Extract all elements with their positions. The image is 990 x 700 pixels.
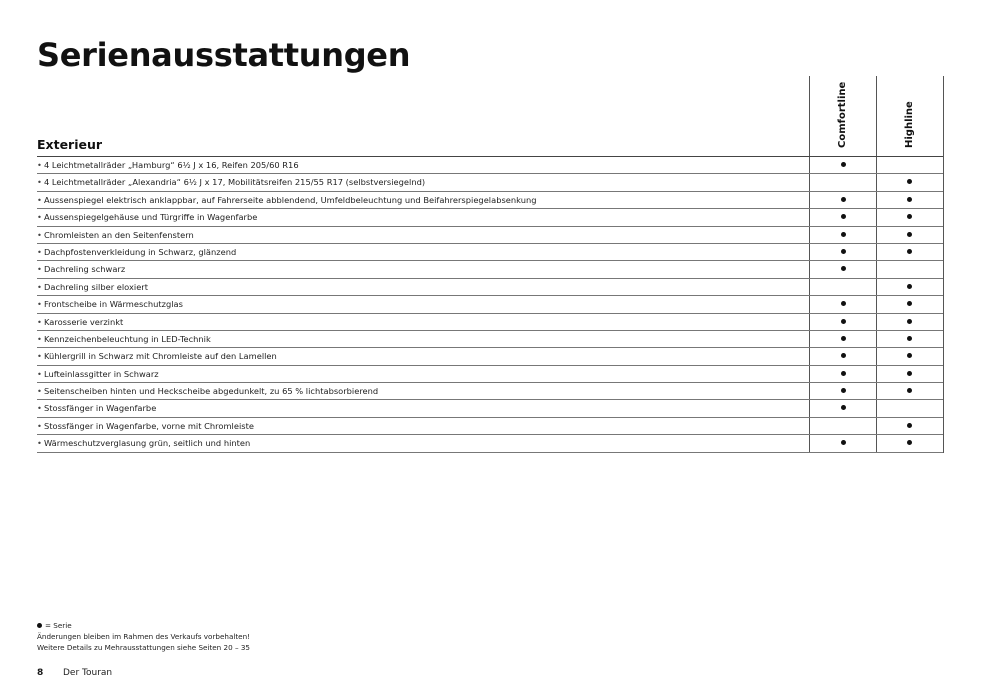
- row-text: Kennzeichenbeleuchtung in LED-Technik: [44, 333, 211, 344]
- row-label: [37, 177, 425, 187]
- row-text: Dachreling schwarz: [44, 264, 126, 275]
- table-row: [37, 296, 943, 313]
- row-text: 4 Leichtmetallräder „Hamburg“ 6½ J x 16, Reifen 205/60 R16: [44, 160, 299, 170]
- standard-dot-icon-comfortline: [841, 214, 846, 219]
- table-row: [37, 192, 943, 209]
- row-label: [37, 403, 156, 413]
- row-label: [37, 334, 211, 344]
- standard-dot-icon-comfortline: [841, 301, 846, 306]
- row-text: Chromleisten an den Seitenfenstern: [44, 229, 194, 240]
- standard-dot-icon-highline: [907, 249, 912, 254]
- row-label: [37, 421, 254, 431]
- table-row: [37, 244, 943, 261]
- list-bullet: •: [37, 229, 42, 240]
- list-bullet: •: [37, 316, 42, 327]
- standard-dot-icon-comfortline: [841, 353, 846, 358]
- list-bullet: •: [37, 333, 42, 344]
- standard-dot-icon-highline: [907, 197, 912, 202]
- list-bullet: •: [37, 420, 42, 431]
- row-text: Kühlergrill in Schwarz mit Chromleiste auf den Lamellen: [44, 351, 277, 362]
- table-row: [37, 209, 943, 226]
- row-text: Karosserie verzinkt: [44, 316, 124, 327]
- table-row: [37, 174, 943, 191]
- list-bullet: •: [37, 368, 42, 379]
- standard-dot-icon-highline: [907, 301, 912, 306]
- footnote-details: Weitere Details zu Mehrausstattungen siehe Seiten 20 – 35: [37, 643, 250, 652]
- standard-dot-icon-highline: [907, 179, 912, 184]
- standard-dot-icon-comfortline: [841, 232, 846, 237]
- footnote-legend: [37, 621, 72, 630]
- column-divider: [943, 76, 944, 453]
- footnote-changes: Änderungen bleiben im Rahmen des Verkaufs vorbehalten!: [37, 632, 251, 641]
- standard-dot-icon-comfortline: [841, 388, 846, 393]
- standard-dot-icon-comfortline: [841, 371, 846, 376]
- list-bullet: •: [37, 212, 42, 223]
- page-name: Der Touran: [63, 668, 113, 678]
- standard-dot-icon-highline: [907, 388, 912, 393]
- table-row: [37, 227, 943, 244]
- section-heading: Exterieur: [37, 137, 103, 152]
- row-label: [37, 230, 194, 240]
- row-label: [37, 212, 257, 222]
- list-bullet: •: [37, 177, 42, 188]
- row-label: [37, 317, 123, 327]
- row-text: Stossfänger in Wagenfarbe, vorne mit Chromleiste: [44, 420, 254, 431]
- column-header-comfortline: Comfortline: [837, 81, 848, 148]
- standard-dot-icon-highline: [907, 336, 912, 341]
- standard-dot-icon-comfortline: [841, 249, 846, 254]
- list-bullet: •: [37, 281, 42, 292]
- standard-dot-icon-comfortline: [841, 440, 846, 445]
- list-bullet: •: [37, 194, 42, 205]
- row-text: Seitenscheiben hinten und Heckscheibe abgedunkelt, zu 65 % lichtabsorbierend: [44, 386, 379, 397]
- standard-dot-icon-comfortline: [841, 405, 846, 410]
- table-row: [37, 418, 943, 435]
- standard-dot-icon-comfortline: [841, 319, 846, 324]
- row-label: [37, 386, 378, 396]
- column-header-highline: Highline: [904, 101, 915, 148]
- standard-dot-icon-comfortline: [841, 336, 846, 341]
- row-text: Wärmeschutzverglasung grün, seitlich und hinten: [44, 438, 251, 449]
- row-text: Aussenspiegel elektrisch anklappbar, auf Fahrerseite abblendend, Umfeldbeleuchtung und Beifahrerspiegelabsenkung: [44, 194, 537, 205]
- standard-dot-icon-highline: [907, 423, 912, 428]
- standard-dot-icon-highline: [907, 232, 912, 237]
- list-bullet: •: [37, 160, 42, 170]
- row-text: Dachreling silber eloxiert: [44, 281, 148, 292]
- row-label: [37, 160, 299, 170]
- row-text: Frontscheibe in Wärmeschutzglas: [44, 299, 183, 310]
- page-title: Serienausstattungen: [37, 36, 411, 74]
- row-label: [37, 282, 148, 292]
- row-text: 4 Leichtmetallräder „Alexandria“ 6½ J x 17, Mobilitätsreifen 215/55 R17 (selbstversiegelnd): [44, 177, 426, 188]
- table-row: [37, 366, 943, 383]
- row-text: Stossfänger in Wagenfarbe: [44, 403, 157, 414]
- row-label: [37, 247, 236, 257]
- table-row: [37, 348, 943, 365]
- standard-dot-icon-highline: [907, 284, 912, 289]
- row-text: Dachpfostenverkleidung in Schwarz, glänzend: [44, 246, 237, 257]
- standard-dot-icon-highline: [907, 353, 912, 358]
- equipment-table: [37, 157, 943, 453]
- legend-text: = Serie: [45, 621, 72, 630]
- row-label: [37, 369, 159, 379]
- standard-dot-icon-comfortline: [841, 266, 846, 271]
- list-bullet: •: [37, 403, 42, 414]
- row-label: [37, 351, 277, 361]
- table-row: [37, 383, 943, 400]
- row-label: [37, 438, 250, 448]
- standard-dot-icon-highline: [907, 214, 912, 219]
- row-text: Aussenspiegelgehäuse und Türgriffe in Wagenfarbe: [44, 212, 258, 223]
- list-bullet: •: [37, 438, 42, 449]
- list-bullet: •: [37, 351, 42, 362]
- row-text: Lufteinlassgitter in Schwarz: [44, 368, 159, 379]
- list-bullet: •: [37, 264, 42, 275]
- standard-dot-icon-highline: [907, 319, 912, 324]
- table-row: [37, 331, 943, 348]
- standard-dot-icon-highline: [907, 440, 912, 445]
- list-bullet: •: [37, 386, 42, 397]
- standard-dot-icon-comfortline: [841, 162, 846, 167]
- table-row: [37, 279, 943, 296]
- bullet-dot-icon: [37, 623, 42, 628]
- table-row: [37, 435, 943, 452]
- table-row: [37, 400, 943, 417]
- list-bullet: •: [37, 246, 42, 257]
- table-row: [37, 261, 943, 278]
- standard-dot-icon-comfortline: [841, 197, 846, 202]
- standard-dot-icon-highline: [907, 371, 912, 376]
- table-row: [37, 157, 943, 174]
- list-bullet: •: [37, 299, 42, 310]
- table-row: [37, 314, 943, 331]
- page-number: 8: [37, 668, 44, 678]
- row-label: [37, 264, 125, 274]
- row-label: [37, 195, 536, 205]
- row-label: [37, 299, 183, 309]
